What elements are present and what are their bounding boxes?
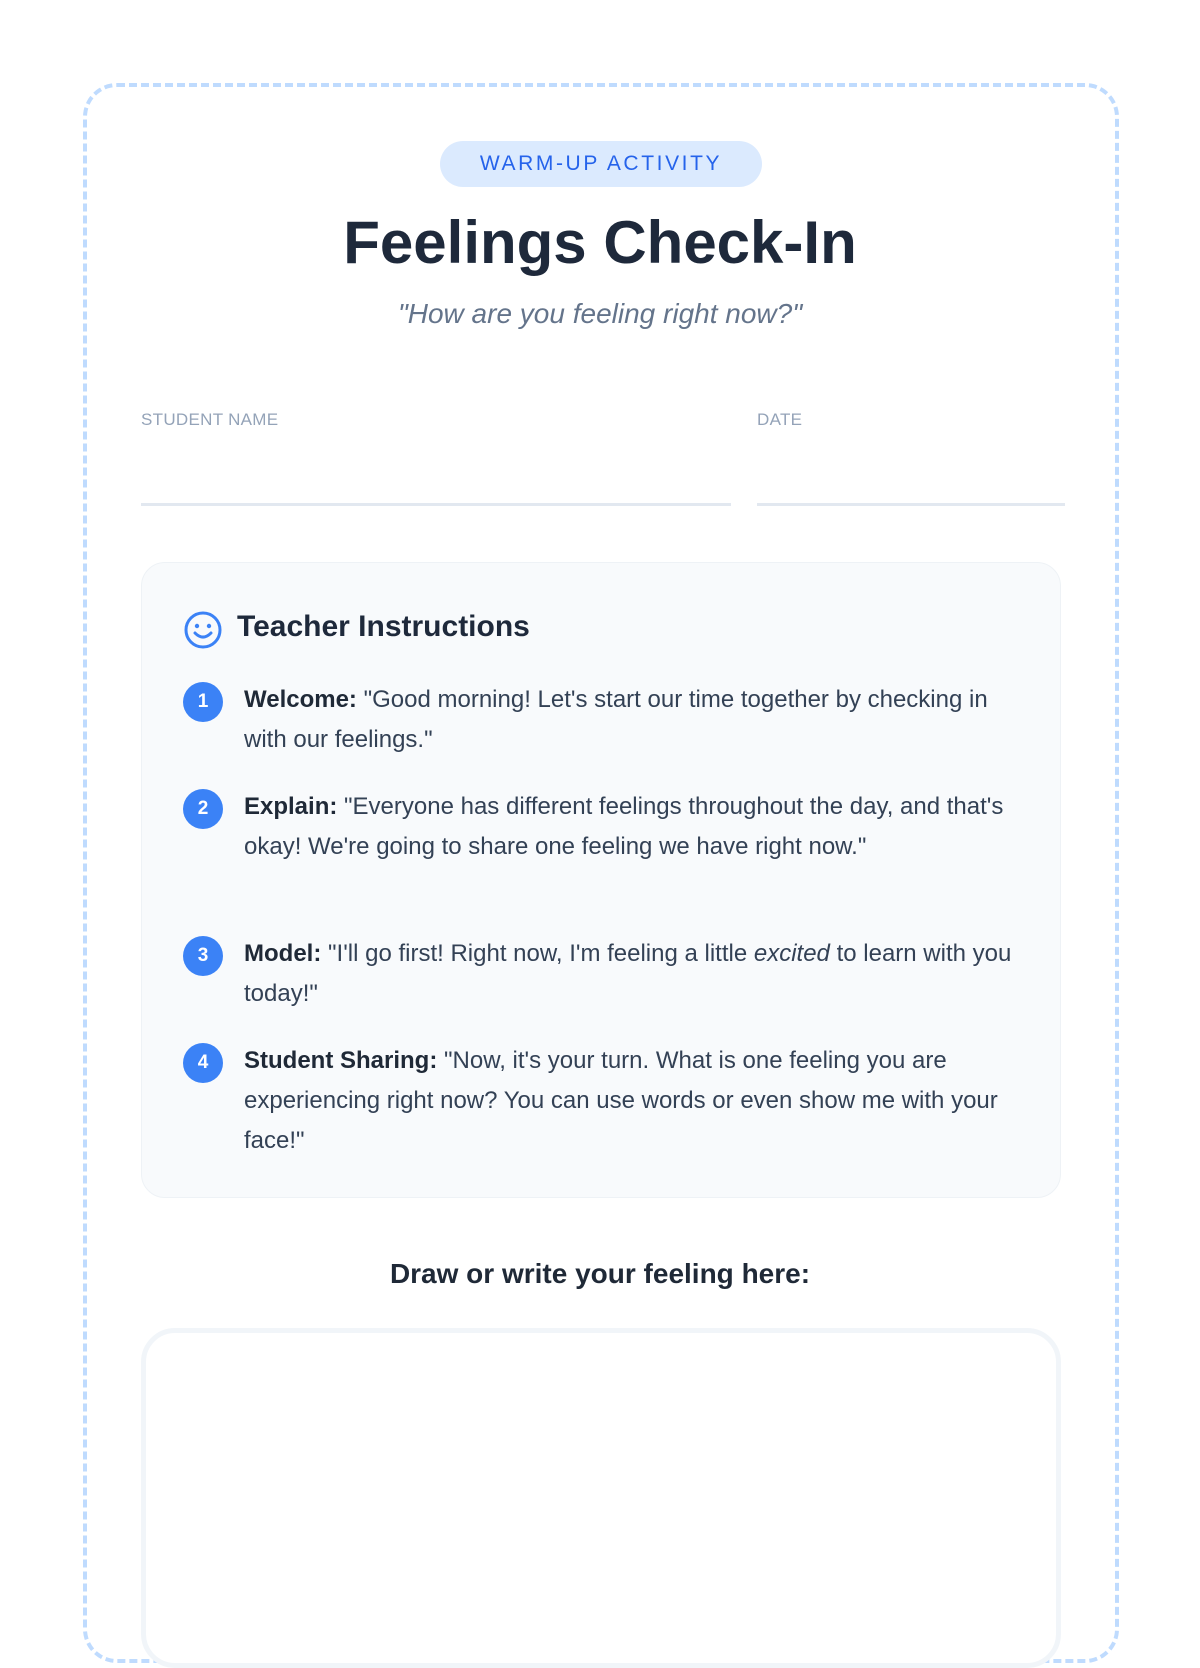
step-number-badge: 3 xyxy=(183,936,223,976)
page-title: Feelings Check-In xyxy=(343,209,857,276)
step-number-badge: 4 xyxy=(183,1043,223,1083)
instructions-heading: Teacher Instructions xyxy=(237,610,530,643)
step-emphasis: excited xyxy=(753,940,830,967)
step-label: Welcome: xyxy=(244,686,357,713)
step-body: "Everyone has different feelings throughout the day, and that's okay! We're going to share one feeling we have right now." xyxy=(244,793,1004,860)
page-subtitle: "How are you feeling right now?" xyxy=(397,298,803,329)
draw-prompt: Draw or write your feeling here: xyxy=(389,1258,811,1289)
date-field[interactable] xyxy=(757,503,1065,506)
step-body: "Now, it's your turn. What is one feeling you are experiencing right now? You can use words or even show me with your face!" xyxy=(244,1047,998,1154)
step-number-badge: 2 xyxy=(183,789,223,829)
student-name-field[interactable] xyxy=(141,503,731,506)
step-text xyxy=(244,934,1034,1014)
teacher-instructions-panel xyxy=(141,562,1061,1198)
step-text xyxy=(244,787,1034,867)
step-label: Student Sharing: xyxy=(244,1047,438,1074)
step-body: "Good morning! Let's start our time together by checking in with our feelings." xyxy=(244,686,988,753)
step-label: Model: xyxy=(244,940,322,967)
smiley-face-icon xyxy=(183,610,223,650)
step-body-end: to learn with you today!" xyxy=(244,940,1012,1007)
step-label: Explain: xyxy=(244,793,338,820)
activity-badge: WARM-UP ACTIVITY xyxy=(440,141,762,187)
step-body: "I'll go first! Right now, I'm feeling a little xyxy=(328,940,754,967)
step-text xyxy=(244,1041,1034,1161)
drawing-area[interactable] xyxy=(141,1328,1061,1668)
date-label: DATE xyxy=(757,410,803,429)
step-number-badge: 1 xyxy=(183,682,223,722)
step-text xyxy=(244,680,1034,760)
student-name-label: STUDENT NAME xyxy=(141,410,279,429)
